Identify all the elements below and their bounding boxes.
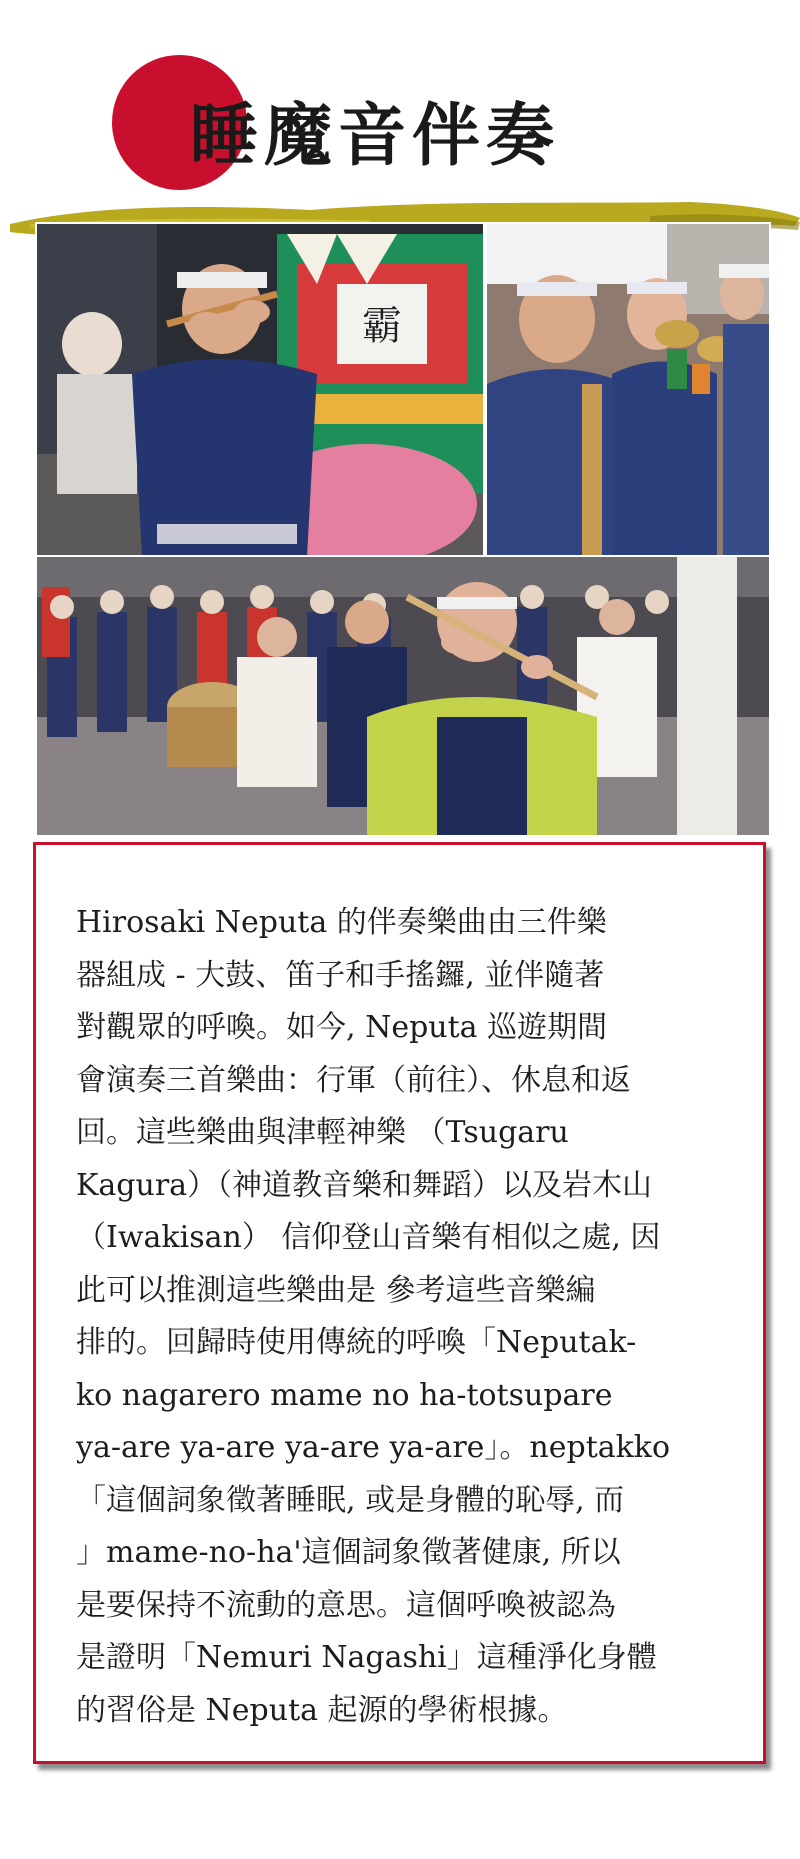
text-line: 排的。回歸時使用傳統的呼喚「Neputak- — [76, 1325, 637, 1360]
header — [0, 0, 800, 260]
text-line: 器組成 - 大鼓、笛子和手搖鑼, 並伴隨著 — [76, 957, 605, 993]
svg-text:霸: 霸 — [362, 303, 402, 349]
text-line: 回。這些樂曲與津輕神樂 （Tsugaru — [76, 1115, 569, 1150]
text-line: 」mame-no-ha'這個詞象徵著健康, 所以 — [76, 1535, 621, 1570]
description-box — [33, 842, 766, 1764]
text-line: ya-are ya-are ya-are ya-are」。neptakko — [76, 1430, 671, 1465]
text-line: 是要保持不流動的意思。這個呼喚被認為 — [76, 1587, 616, 1623]
text-line: 的習俗是 Neputa 起源的學術根據。 — [76, 1692, 568, 1728]
text-line: 此可以推測這些樂曲是 參考這些音樂編 — [76, 1272, 596, 1308]
page-title: 睡魔音伴奏 — [190, 97, 561, 176]
text-line: （Iwakisan） 信仰登山音樂有相似之處, 因 — [76, 1220, 661, 1255]
description-paragraph — [76, 897, 736, 1737]
text-line: 「這個詞象徵著睡眠, 或是身體的恥辱, 而 — [76, 1482, 625, 1518]
cymbal-players-photo — [485, 222, 771, 558]
text-line: Hirosaki Neputa 的伴奏樂曲由三件樂 — [76, 905, 607, 940]
text-line: 會演奏三首樂曲：行軍（前往）、休息和返 — [76, 1062, 631, 1098]
text-line: ko nagarero mame no ha-totsupare — [76, 1377, 613, 1413]
flute-player-photo — [35, 222, 485, 558]
parade-photo — [35, 555, 771, 837]
text-line: Kagura）（神道教音樂和舞蹈）以及岩木山 — [76, 1167, 653, 1203]
text-line: 對觀眾的呼喚。如今, Neputa 巡遊期間 — [76, 1010, 608, 1045]
text-line: 是證明「Nemuri Nagashi」這種淨化身體 — [76, 1640, 657, 1675]
